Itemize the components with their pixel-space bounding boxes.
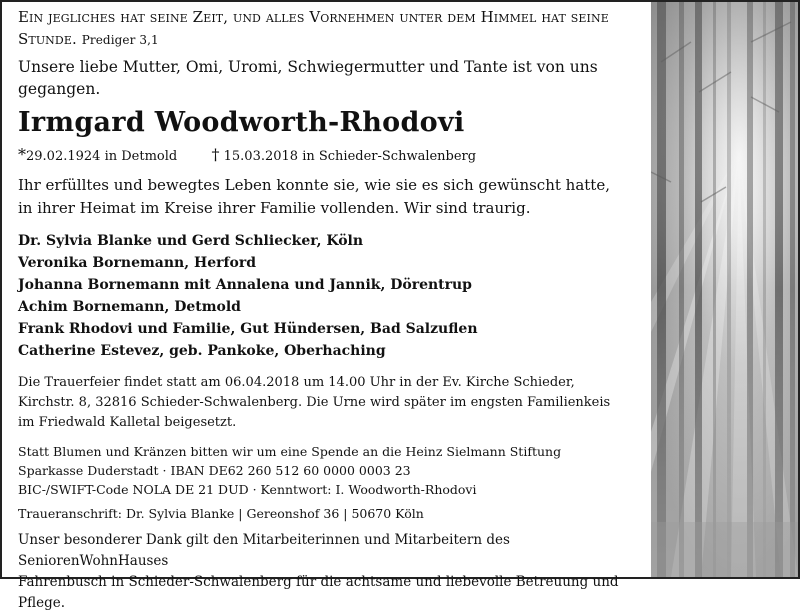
death-date: 15.03.2018 in Schieder-Schwalenberg [223, 149, 477, 164]
funeral-line: im Friedwald Kalletal beigesetzt. [18, 415, 237, 430]
death-cross-icon: † [211, 145, 220, 164]
mourner: Achim Bornemann, Detmold [18, 299, 241, 315]
mourner: Veronika Bornemann, Herford [18, 255, 256, 271]
thanks-note [18, 530, 648, 614]
mourner: Johanna Bornemann mit Annalena und Jannik, Dörentrup [18, 277, 472, 293]
obituary-text [18, 6, 648, 614]
birth-star-icon: * [18, 145, 26, 164]
funeral-line: Kirchstr. 8, 32816 Schieder-Schwalenberg. Die Urne wird später im engsten Familienkeis [18, 395, 611, 410]
life-statement [18, 174, 648, 220]
thanks-line: Fahrenbusch in Schieder-Schwalenberg für die achtsame und liebevolle Betreuung und Pflege. [18, 574, 619, 611]
life-line: in ihrer Heimat im Kreise ihrer Familie vollenden. Wir sind traurig. [18, 199, 531, 217]
birth-date: 29.02.1924 in Detmold [26, 149, 178, 164]
quote-text: Ein jegliches hat seine Zeit, und alles Vornehmen unter dem Himmel hat seine Stunde. [18, 8, 609, 48]
thanks-line: Unser besonderer Dank gilt den Mitarbeiterinnen und Mitarbeitern des SeniorenWohnHauses [18, 532, 510, 569]
donation-line: Statt Blumen und Kränzen bitten wir um eine Spende an die Heinz Sielmann Stiftung [18, 444, 562, 459]
life-dates [18, 146, 648, 166]
intro-line: Unsere liebe Mutter, Omi, Uromi, Schwiegermutter und Tante ist von uns gegangen. [18, 58, 598, 98]
life-line: Ihr erfülltes und bewegtes Leben konnte sie, wie sie es sich gewünscht hatte, [18, 176, 610, 194]
donation-info [18, 442, 648, 499]
mourners-list [18, 230, 648, 362]
donation-line: Sparkasse Duderstadt · IBAN DE62 260 512 60 0000 0003 23 [18, 463, 411, 478]
mourner: Dr. Sylvia Blanke und Gerd Schliecker, Köln [18, 233, 364, 249]
quote-source: Prediger 3,1 [81, 33, 159, 47]
forest-sunlight-image [651, 2, 798, 577]
funeral-details [18, 373, 648, 433]
donation-line: BIC-/SWIFT-Code NOLA DE 21 DUD · Kenntwort: I. Woodworth-Rhodovi [18, 482, 477, 497]
mourner: Catherine Estevez, geb. Pankoke, Oberhaching [18, 343, 386, 359]
funeral-line: Die Trauerfeier findet statt am 06.04.2018 um 14.00 Uhr in der Ev. Kirche Schieder, [18, 375, 575, 390]
deceased-name: Irmgard Woodworth-Rhodovi [18, 107, 465, 138]
mourning-address: Traueranschrift: Dr. Sylvia Blanke | Gereonshof 36 | 50670 Köln [18, 506, 424, 521]
bible-quote [18, 6, 648, 51]
mourner: Frank Rhodovi und Familie, Gut Hündersen, Bad Salzuflen [18, 321, 478, 337]
